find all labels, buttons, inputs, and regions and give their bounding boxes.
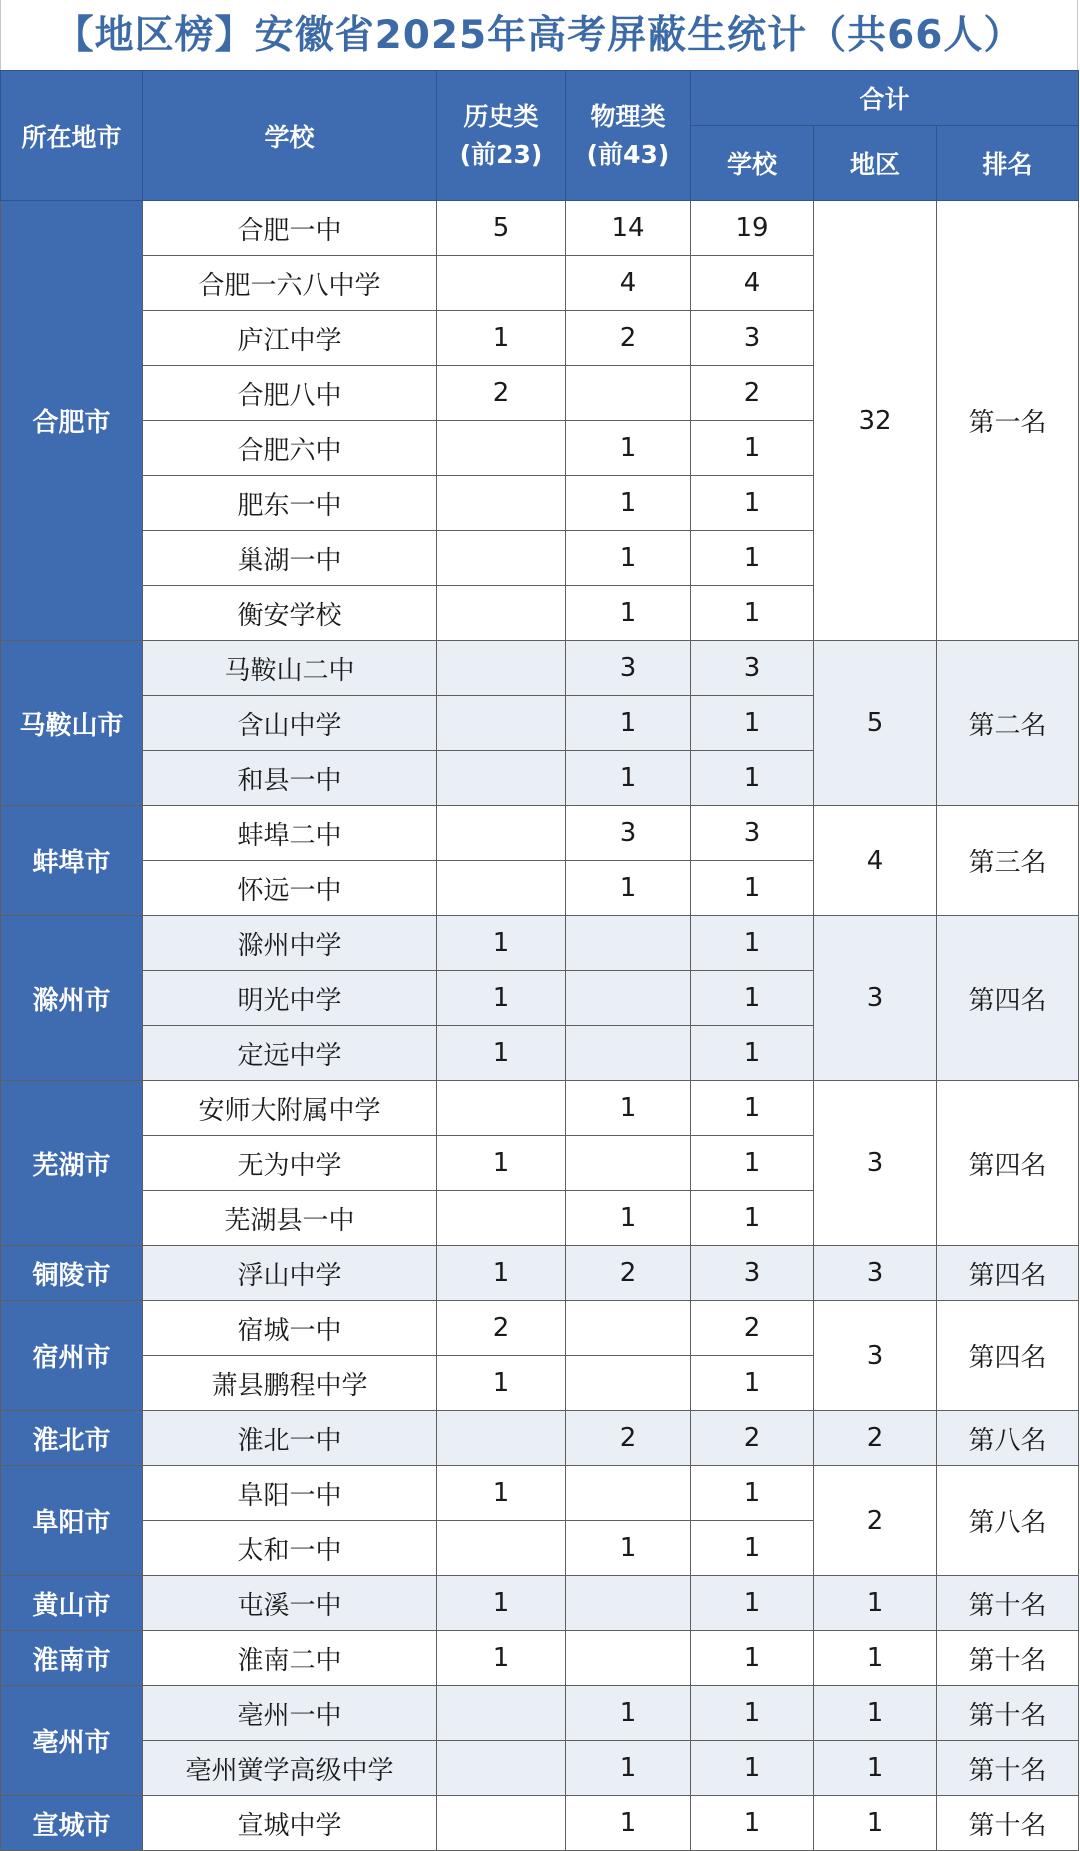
history-count-cell: 2 bbox=[437, 366, 566, 421]
history-count-cell bbox=[437, 696, 566, 751]
rank-cell: 第十名 bbox=[937, 1741, 1079, 1796]
city-cell: 淮南市 bbox=[1, 1631, 143, 1686]
school-total-cell: 4 bbox=[691, 256, 814, 311]
school-total-cell: 1 bbox=[691, 1191, 814, 1246]
header-total-school: 学校 bbox=[691, 126, 814, 201]
school-cell: 芜湖县一中 bbox=[143, 1191, 437, 1246]
rank-cell: 第四名 bbox=[937, 916, 1079, 1081]
history-count-cell: 1 bbox=[437, 1026, 566, 1081]
table-row bbox=[1, 1631, 1079, 1686]
school-cell: 含山中学 bbox=[143, 696, 437, 751]
region-total-cell: 1 bbox=[814, 1741, 937, 1796]
school-cell: 安师大附属中学 bbox=[143, 1081, 437, 1136]
history-count-cell bbox=[437, 1081, 566, 1136]
school-total-cell: 3 bbox=[691, 641, 814, 696]
school-cell: 庐江中学 bbox=[143, 311, 437, 366]
school-total-cell: 2 bbox=[691, 366, 814, 421]
header-city: 所在地市 bbox=[1, 71, 143, 201]
city-cell: 阜阳市 bbox=[1, 1466, 143, 1576]
history-count-cell: 2 bbox=[437, 1301, 566, 1356]
table-row bbox=[1, 1686, 1079, 1741]
region-total-cell: 3 bbox=[814, 1246, 937, 1301]
school-total-cell: 1 bbox=[691, 696, 814, 751]
rank-cell: 第二名 bbox=[937, 641, 1079, 806]
physics-count-cell: 2 bbox=[566, 1411, 691, 1466]
physics-count-cell bbox=[566, 1356, 691, 1411]
school-total-cell: 1 bbox=[691, 916, 814, 971]
physics-count-cell: 4 bbox=[566, 256, 691, 311]
region-total-cell: 1 bbox=[814, 1796, 937, 1851]
region-total-cell: 2 bbox=[814, 1466, 937, 1576]
header-history-line1: 历史类 bbox=[463, 101, 539, 131]
city-cell: 合肥市 bbox=[1, 201, 143, 641]
school-cell: 屯溪一中 bbox=[143, 1576, 437, 1631]
table-row bbox=[1, 201, 1079, 256]
school-total-cell: 1 bbox=[691, 1356, 814, 1411]
table-row bbox=[1, 1796, 1079, 1851]
school-total-cell: 1 bbox=[691, 1796, 814, 1851]
city-cell: 黄山市 bbox=[1, 1576, 143, 1631]
rank-cell: 第八名 bbox=[937, 1466, 1079, 1576]
table-row bbox=[1, 641, 1079, 696]
history-count-cell: 1 bbox=[437, 916, 566, 971]
history-count-cell bbox=[437, 256, 566, 311]
physics-count-cell: 14 bbox=[566, 201, 691, 256]
school-cell: 怀远一中 bbox=[143, 861, 437, 916]
rank-cell: 第三名 bbox=[937, 806, 1079, 916]
school-cell: 明光中学 bbox=[143, 971, 437, 1026]
rank-cell: 第四名 bbox=[937, 1081, 1079, 1246]
region-total-cell: 1 bbox=[814, 1576, 937, 1631]
city-cell: 蚌埠市 bbox=[1, 806, 143, 916]
school-total-cell: 2 bbox=[691, 1411, 814, 1466]
physics-count-cell bbox=[566, 1631, 691, 1686]
header-total: 合计 bbox=[691, 71, 1079, 126]
history-count-cell bbox=[437, 861, 566, 916]
header-school: 学校 bbox=[143, 71, 437, 201]
school-cell: 无为中学 bbox=[143, 1136, 437, 1191]
city-cell: 淮北市 bbox=[1, 1411, 143, 1466]
physics-count-cell: 1 bbox=[566, 1741, 691, 1796]
school-total-cell: 1 bbox=[691, 1026, 814, 1081]
school-cell: 亳州一中 bbox=[143, 1686, 437, 1741]
school-total-cell: 3 bbox=[691, 806, 814, 861]
history-count-cell bbox=[437, 1686, 566, 1741]
header-physics bbox=[566, 71, 691, 201]
region-total-cell: 5 bbox=[814, 641, 937, 806]
header-physics-line1: 物理类 bbox=[590, 101, 666, 131]
school-total-cell: 3 bbox=[691, 311, 814, 366]
header-total-region: 地区 bbox=[814, 126, 937, 201]
rank-cell: 第四名 bbox=[937, 1301, 1079, 1411]
school-total-cell: 1 bbox=[691, 861, 814, 916]
physics-count-cell: 1 bbox=[566, 861, 691, 916]
physics-count-cell: 3 bbox=[566, 641, 691, 696]
school-cell: 巢湖一中 bbox=[143, 531, 437, 586]
header-history-line2: (前23) bbox=[459, 139, 543, 169]
physics-count-cell: 1 bbox=[566, 1521, 691, 1576]
table-row bbox=[1, 1301, 1079, 1356]
history-count-cell bbox=[437, 751, 566, 806]
header-rank: 排名 bbox=[937, 126, 1079, 201]
history-count-cell bbox=[437, 421, 566, 476]
history-count-cell bbox=[437, 1741, 566, 1796]
physics-count-cell bbox=[566, 1466, 691, 1521]
school-total-cell: 2 bbox=[691, 1301, 814, 1356]
rank-cell: 第十名 bbox=[937, 1686, 1079, 1741]
school-total-cell: 1 bbox=[691, 421, 814, 476]
history-count-cell bbox=[437, 1521, 566, 1576]
rank-cell: 第十名 bbox=[937, 1631, 1079, 1686]
table-row bbox=[1, 806, 1079, 861]
table-row bbox=[1, 1466, 1079, 1521]
region-total-cell: 2 bbox=[814, 1411, 937, 1466]
history-count-cell: 1 bbox=[437, 311, 566, 366]
city-cell: 宿州市 bbox=[1, 1301, 143, 1411]
physics-count-cell: 1 bbox=[566, 751, 691, 806]
rank-cell: 第八名 bbox=[937, 1411, 1079, 1466]
physics-count-cell bbox=[566, 971, 691, 1026]
region-total-cell: 3 bbox=[814, 1301, 937, 1411]
school-cell: 合肥八中 bbox=[143, 366, 437, 421]
school-total-cell: 1 bbox=[691, 586, 814, 641]
city-cell: 铜陵市 bbox=[1, 1246, 143, 1301]
region-total-cell: 1 bbox=[814, 1631, 937, 1686]
city-cell: 宣城市 bbox=[1, 1796, 143, 1851]
school-cell: 马鞍山二中 bbox=[143, 641, 437, 696]
school-cell: 亳州黉学高级中学 bbox=[143, 1741, 437, 1796]
school-cell: 滁州中学 bbox=[143, 916, 437, 971]
physics-count-cell: 3 bbox=[566, 806, 691, 861]
history-count-cell bbox=[437, 1796, 566, 1851]
school-total-cell: 1 bbox=[691, 476, 814, 531]
school-cell: 肥东一中 bbox=[143, 476, 437, 531]
physics-count-cell bbox=[566, 366, 691, 421]
rank-cell: 第十名 bbox=[937, 1576, 1079, 1631]
rank-cell: 第十名 bbox=[937, 1796, 1079, 1851]
history-count-cell: 1 bbox=[437, 1466, 566, 1521]
physics-count-cell: 2 bbox=[566, 1246, 691, 1301]
school-cell: 阜阳一中 bbox=[143, 1466, 437, 1521]
table-row bbox=[1, 1741, 1079, 1796]
school-cell: 蚌埠二中 bbox=[143, 806, 437, 861]
school-total-cell: 1 bbox=[691, 1686, 814, 1741]
city-cell: 马鞍山市 bbox=[1, 641, 143, 806]
school-cell: 合肥一中 bbox=[143, 201, 437, 256]
school-total-cell: 1 bbox=[691, 1741, 814, 1796]
school-cell: 合肥一六八中学 bbox=[143, 256, 437, 311]
school-total-cell: 1 bbox=[691, 1631, 814, 1686]
school-cell: 合肥六中 bbox=[143, 421, 437, 476]
history-count-cell: 1 bbox=[437, 1356, 566, 1411]
city-cell: 亳州市 bbox=[1, 1686, 143, 1796]
school-cell: 淮南二中 bbox=[143, 1631, 437, 1686]
physics-count-cell bbox=[566, 916, 691, 971]
rank-cell: 第四名 bbox=[937, 1246, 1079, 1301]
history-count-cell bbox=[437, 531, 566, 586]
page-title: 【地区榜】安徽省2025年高考屏蔽生统计（共66人） bbox=[0, 0, 1078, 70]
city-cell: 芜湖市 bbox=[1, 1081, 143, 1246]
physics-count-cell: 1 bbox=[566, 421, 691, 476]
history-count-cell: 1 bbox=[437, 1631, 566, 1686]
physics-count-cell bbox=[566, 1136, 691, 1191]
history-count-cell: 5 bbox=[437, 201, 566, 256]
school-cell: 衡安学校 bbox=[143, 586, 437, 641]
school-cell: 太和一中 bbox=[143, 1521, 437, 1576]
school-total-cell: 3 bbox=[691, 1246, 814, 1301]
region-total-cell: 1 bbox=[814, 1686, 937, 1741]
physics-count-cell: 1 bbox=[566, 476, 691, 531]
region-total-cell: 32 bbox=[814, 201, 937, 641]
school-total-cell: 1 bbox=[691, 1136, 814, 1191]
rank-cell: 第一名 bbox=[937, 201, 1079, 641]
school-total-cell: 1 bbox=[691, 531, 814, 586]
school-cell: 萧县鹏程中学 bbox=[143, 1356, 437, 1411]
table-row bbox=[1, 1576, 1079, 1631]
school-total-cell: 1 bbox=[691, 1576, 814, 1631]
region-total-cell: 3 bbox=[814, 1081, 937, 1246]
table-row bbox=[1, 916, 1079, 971]
school-total-cell: 1 bbox=[691, 751, 814, 806]
school-total-cell: 1 bbox=[691, 1521, 814, 1576]
physics-count-cell bbox=[566, 1026, 691, 1081]
region-total-cell: 4 bbox=[814, 806, 937, 916]
school-cell: 宣城中学 bbox=[143, 1796, 437, 1851]
table-row bbox=[1, 1411, 1079, 1466]
physics-count-cell: 1 bbox=[566, 1796, 691, 1851]
school-total-cell: 1 bbox=[691, 1466, 814, 1521]
header-physics-line2: (前43) bbox=[586, 139, 670, 169]
history-count-cell bbox=[437, 1411, 566, 1466]
physics-count-cell bbox=[566, 1576, 691, 1631]
physics-count-cell: 1 bbox=[566, 531, 691, 586]
physics-count-cell bbox=[566, 1301, 691, 1356]
physics-count-cell: 1 bbox=[566, 1686, 691, 1741]
physics-count-cell: 2 bbox=[566, 311, 691, 366]
history-count-cell bbox=[437, 586, 566, 641]
history-count-cell bbox=[437, 1191, 566, 1246]
school-cell: 淮北一中 bbox=[143, 1411, 437, 1466]
school-cell: 定远中学 bbox=[143, 1026, 437, 1081]
school-total-cell: 1 bbox=[691, 1081, 814, 1136]
history-count-cell: 1 bbox=[437, 1136, 566, 1191]
table-body bbox=[1, 201, 1079, 1851]
school-cell: 和县一中 bbox=[143, 751, 437, 806]
history-count-cell: 1 bbox=[437, 971, 566, 1026]
school-cell: 宿城一中 bbox=[143, 1301, 437, 1356]
physics-count-cell: 1 bbox=[566, 696, 691, 751]
history-count-cell: 1 bbox=[437, 1576, 566, 1631]
stats-table bbox=[0, 70, 1079, 1851]
history-count-cell bbox=[437, 476, 566, 531]
header-history bbox=[437, 71, 566, 201]
history-count-cell: 1 bbox=[437, 1246, 566, 1301]
school-cell: 浮山中学 bbox=[143, 1246, 437, 1301]
history-count-cell bbox=[437, 806, 566, 861]
school-total-cell: 1 bbox=[691, 971, 814, 1026]
physics-count-cell: 1 bbox=[566, 1081, 691, 1136]
physics-count-cell: 1 bbox=[566, 586, 691, 641]
school-total-cell: 19 bbox=[691, 201, 814, 256]
region-total-cell: 3 bbox=[814, 916, 937, 1081]
city-cell: 滁州市 bbox=[1, 916, 143, 1081]
table-row bbox=[1, 1246, 1079, 1301]
history-count-cell bbox=[437, 641, 566, 696]
physics-count-cell: 1 bbox=[566, 1191, 691, 1246]
table-row bbox=[1, 1081, 1079, 1136]
